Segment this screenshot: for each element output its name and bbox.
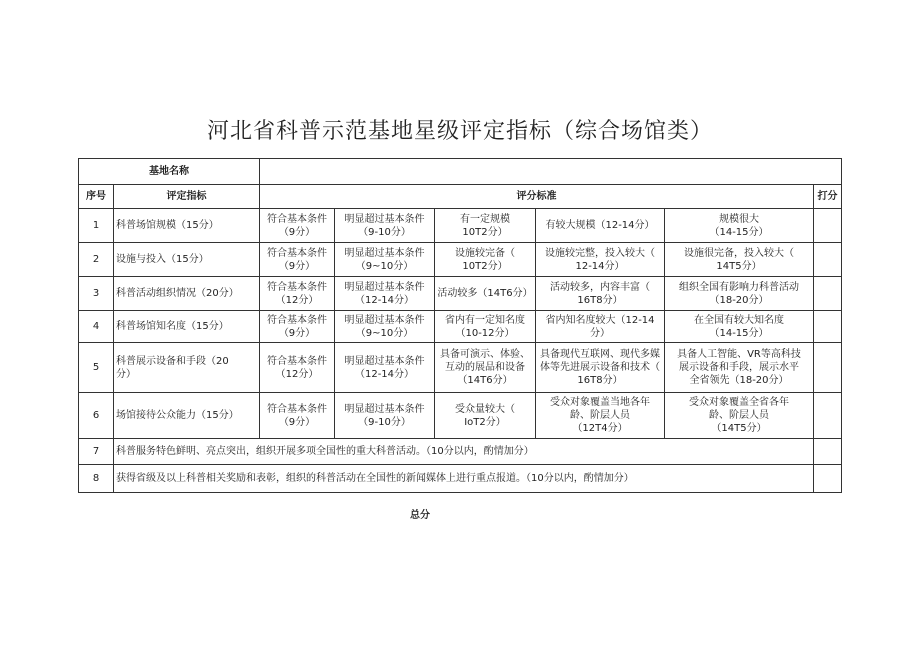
row-number: 2 xyxy=(79,243,114,277)
table-row xyxy=(79,243,842,277)
row-indicator: 场馆接待公众能力（15分） xyxy=(114,393,260,439)
header-indicator: 评定指标 xyxy=(114,185,260,209)
criterion-exceed: 明显超过基本条件 （12-14分） xyxy=(335,343,435,393)
row7-no: 7 xyxy=(79,439,114,465)
row-indicator: 科普展示设备和手段（20 分） xyxy=(114,343,260,393)
base-name-label: 基地名称 xyxy=(79,159,260,185)
score-cell[interactable] xyxy=(814,209,842,243)
base-name-field[interactable] xyxy=(260,159,842,185)
row7-score[interactable] xyxy=(814,439,842,465)
score-cell[interactable] xyxy=(814,393,842,439)
criterion-level5: 组织全国有影响力科普活动 （18-20分） xyxy=(665,277,814,311)
row-indicator: 科普场馆知名度（15分） xyxy=(114,311,260,343)
score-cell[interactable] xyxy=(814,243,842,277)
criterion-level5: 受众对象覆盖全省各年 龄、阶层人员 （14T5分） xyxy=(665,393,814,439)
criterion-level3: 有一定规模 10T2分） xyxy=(435,209,536,243)
header-standard: 评分标准 xyxy=(260,185,814,209)
criterion-level5: 在全国有较大知名度 （14-15分） xyxy=(665,311,814,343)
row-number: 5 xyxy=(79,343,114,393)
row8-score[interactable] xyxy=(814,465,842,493)
criterion-level3: 设施较完备（ 10T2分） xyxy=(435,243,536,277)
criterion-exceed: 明显超过基本条件 （9~10分） xyxy=(335,311,435,343)
table-row xyxy=(79,393,842,439)
criterion-basic: 符合基本条件 （12分） xyxy=(260,343,335,393)
criterion-basic: 符合基本条件 （9分） xyxy=(260,393,335,439)
criterion-level4: 有较大规模（12-14分） xyxy=(536,209,665,243)
criterion-exceed: 明显超过基本条件 （9-10分） xyxy=(335,209,435,243)
criterion-level3: 省内有一定知名度 （10-12分） xyxy=(435,311,536,343)
row-number: 6 xyxy=(79,393,114,439)
criterion-level4: 设施较完整，投入较大（ 12-14分） xyxy=(536,243,665,277)
criterion-exceed: 明显超过基本条件 （9~10分） xyxy=(335,243,435,277)
total-label: 总分 xyxy=(410,510,430,521)
row-number: 4 xyxy=(79,311,114,343)
criterion-basic: 符合基本条件 （9分） xyxy=(260,209,335,243)
row8-text: 获得省级及以上科普相关奖励和表彰，组织的科普活动在全国性的新闻媒体上进行重点报道。（10分以内，酌情加分） xyxy=(114,465,814,493)
criterion-level5: 规模很大 （14-15分） xyxy=(665,209,814,243)
score-cell[interactable] xyxy=(814,311,842,343)
row-indicator: 科普活动组织情况（20分） xyxy=(114,277,260,311)
criterion-exceed: 明显超过基本条件 （12-14分） xyxy=(335,277,435,311)
criterion-level3: 具备可演示、体验、 互动的展品和设备 （14T6分） xyxy=(435,343,536,393)
table-row xyxy=(79,277,842,311)
criterion-basic: 符合基本条件 （9分） xyxy=(260,311,335,343)
evaluation-table xyxy=(78,158,842,493)
criterion-level5: 设施很完备，投入较大（ 14T5分） xyxy=(665,243,814,277)
criterion-basic: 符合基本条件 （9分） xyxy=(260,243,335,277)
criterion-exceed: 明显超过基本条件 （9-10分） xyxy=(335,393,435,439)
row7-text: 科普服务特色鲜明、亮点突出，组织开展多项全国性的重大科普活动。（10分以内，酌情加分） xyxy=(114,439,814,465)
row-number: 1 xyxy=(79,209,114,243)
table-row xyxy=(79,343,842,393)
document-title: 河北省科普示范基地星级评定指标（综合场馆类） xyxy=(206,119,713,144)
criterion-level4: 受众对象覆盖当地各年 龄、阶层人员 （12T4分） xyxy=(536,393,665,439)
score-cell[interactable] xyxy=(814,343,842,393)
criterion-level4: 活动较多，内容丰富（ 16T8分） xyxy=(536,277,665,311)
criterion-basic: 符合基本条件 （12分） xyxy=(260,277,335,311)
row-indicator: 科普场馆规模（15分） xyxy=(114,209,260,243)
score-cell[interactable] xyxy=(814,277,842,311)
table-row xyxy=(79,311,842,343)
criterion-level3: 受众量较大（ IoT2分） xyxy=(435,393,536,439)
criterion-level4: 具备现代互联网、现代多媒 体等先进展示设备和技术（ 16T8分） xyxy=(536,343,665,393)
criterion-level3: 活动较多（14T6分） xyxy=(435,277,536,311)
table-row xyxy=(79,209,842,243)
criterion-level5: 具备人工智能、VR等高科技 展示设备和手段，展示水平 全省领先（18-20分） xyxy=(665,343,814,393)
row8-no: 8 xyxy=(79,465,114,493)
header-no: 序号 xyxy=(79,185,114,209)
row-indicator: 设施与投入（15分） xyxy=(114,243,260,277)
row-number: 3 xyxy=(79,277,114,311)
header-score: 打分 xyxy=(814,185,842,209)
criterion-level4: 省内知名度较大（12-14 分） xyxy=(536,311,665,343)
